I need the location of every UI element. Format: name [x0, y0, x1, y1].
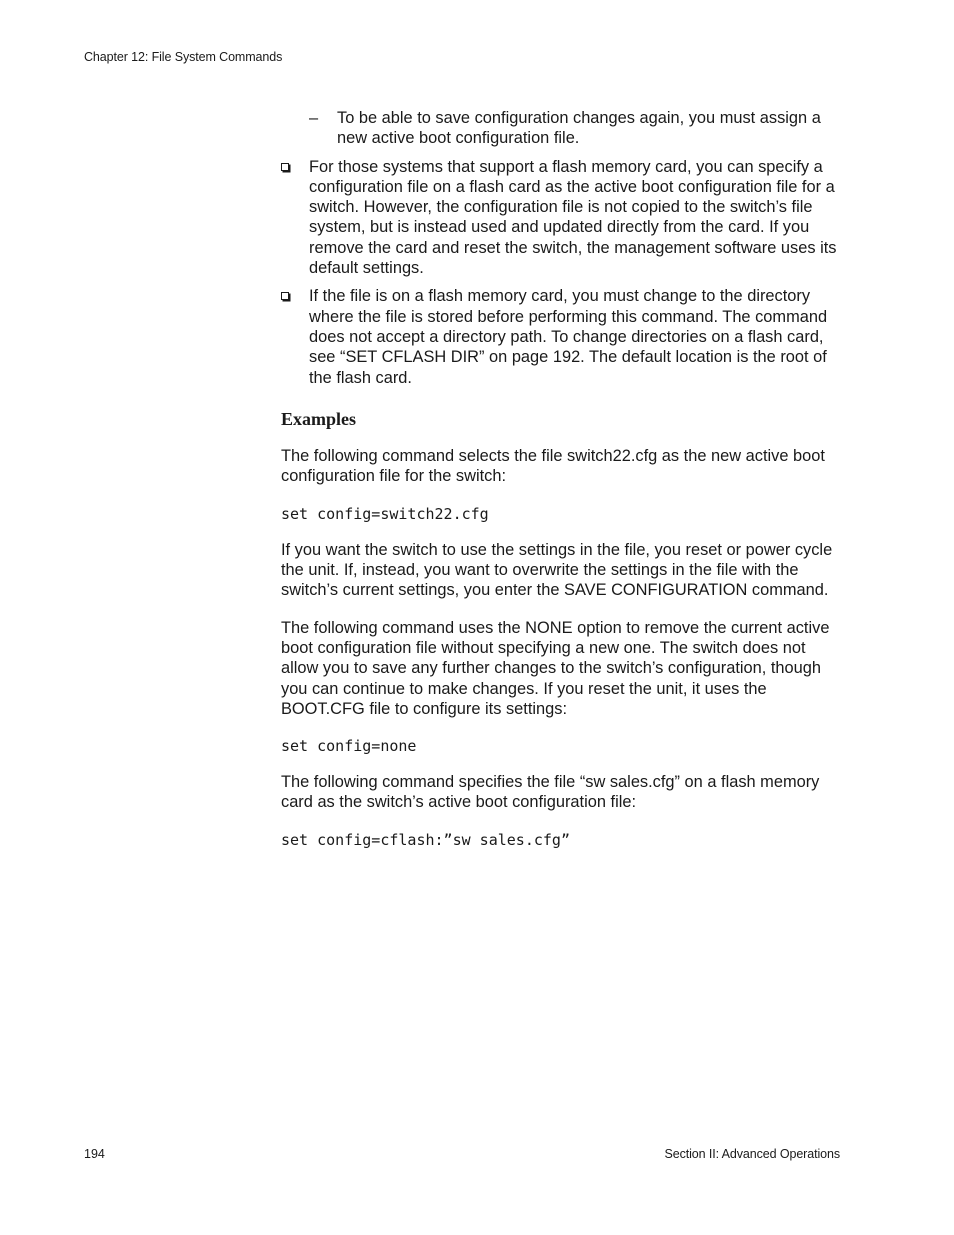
- example-command: set config=cflash:”sw sales.cfg”: [281, 830, 570, 849]
- examples-heading: Examples: [281, 408, 357, 429]
- dash-list-item: [281, 108, 841, 149]
- running-header-chapter: Chapter 12: File System Commands: [84, 50, 283, 64]
- dash-marker: –: [309, 109, 319, 127]
- bullet-list-item: [281, 157, 841, 279]
- example-description: The following command selects the file switch22.cfg as the new active boot configuration file for the switch:: [281, 447, 825, 486]
- running-footer-section: Section II: Advanced Operations: [664, 1147, 840, 1161]
- example-description: The following command uses the NONE option to remove the current active boot configuration file without specifying a new one. The switch does not allow you to save any further changes to the switch’s configuration, though you can continue to make changes. If you reset the unit, it uses the BOOT.CFG file to configure its settings:: [281, 618, 830, 718]
- bullet-list-item: [281, 286, 841, 387]
- bullet-item-text: For those systems that support a flash memory card, you can specify a configuration file on a flash card as the active boot configuration file for a switch. However, the configuration file is not copied to the switch’s file system, but is instead used and updated directly from the card. If you remove the card and reset the switch, the management software uses its default settings.: [309, 157, 837, 278]
- example-description: If you want the switch to use the settings in the file, you reset or power cycle the unit. If, instead, you want to overwrite the settings in the file with the switch’s current settings, you enter the SAVE CONFIGURATION command.: [281, 540, 833, 600]
- page-number: 194: [84, 1147, 105, 1161]
- bullet-item-text: If the file is on a flash memory card, you must change to the directory where the file is stored before performing this command. The command does not accept a directory path. To change directories on a flash card, see “SET CFLASH DIR” on page 192. The default location is the root of the flash card.: [309, 287, 828, 387]
- example-description: The following command specifies the file “sw sales.cfg” on a flash memory card as the switch’s active boot configuration file:: [281, 773, 820, 812]
- checkbox-bullet-icon: [281, 292, 289, 300]
- example-command: set config=switch22.cfg: [281, 504, 489, 523]
- checkbox-bullet-icon: [281, 163, 289, 171]
- example-command: set config=none: [281, 737, 417, 756]
- page-content: [281, 108, 841, 866]
- dash-item-text: To be able to save configuration changes again, you must assign a new active boot configuration file.: [337, 109, 821, 148]
